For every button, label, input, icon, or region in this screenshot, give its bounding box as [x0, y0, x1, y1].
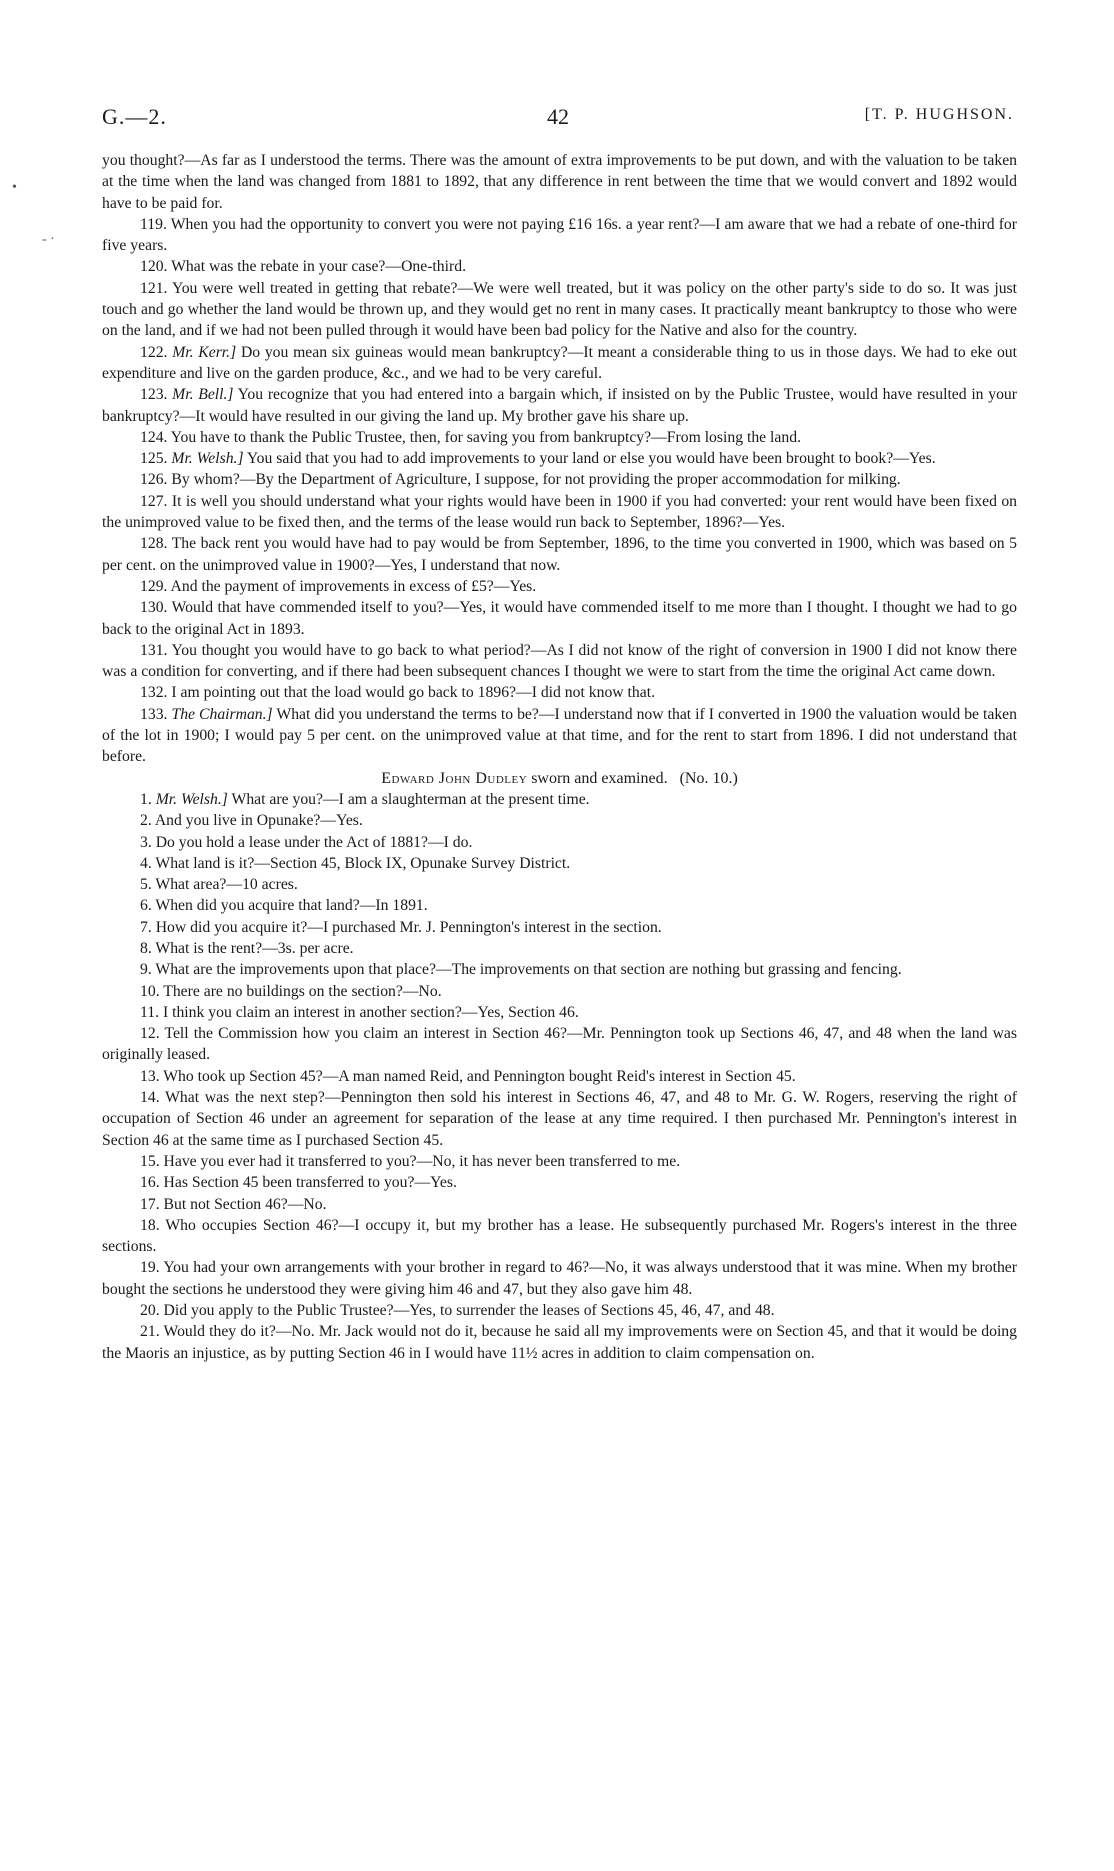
question-answer	[102, 491, 1017, 534]
witness-number: (No. 10.)	[679, 769, 738, 787]
question-answer	[102, 597, 1017, 640]
question-text: The back rent you would have had to pay would be from September, 1896, to the time you converted in 1900, which was based on 5 per cent. on the unimproved value in 1900?—Yes, I understand that now.	[102, 535, 1017, 574]
question-answer	[102, 1066, 1017, 1087]
question-number: 119.	[140, 215, 167, 233]
question-answer	[102, 1300, 1017, 1321]
speaker-label: Mr. Kerr.]	[172, 343, 237, 361]
question-text: Who occupies Section 46?—I occupy it, but my brother has a lease. He subsequently purchased Mr. Rogers's interest in the three sections.	[102, 1216, 1017, 1256]
question-text: By whom?—By the Department of Agriculture, I suppose, for not providing the proper accommodation for milking.	[171, 471, 901, 489]
question-number: 20.	[140, 1302, 160, 1320]
testimony-section-hughson	[102, 214, 1017, 768]
question-text: You recognize that you had entered into a bargain which, if insisted on by the Public Trustee, would have resulted in your bankruptcy?—It would have resulted in our giving the land up. My brother gave his share up.	[102, 386, 1017, 425]
witness-sworn-text: sworn and examined.	[531, 769, 668, 787]
question-text: You said that you had to add improvements to your land or else you would have been brought to book?—Yes.	[246, 450, 936, 468]
question-answer	[102, 278, 1017, 342]
question-number: 127.	[140, 492, 168, 510]
document-body	[102, 150, 1017, 1364]
question-number: 9.	[140, 961, 152, 979]
question-text: You were well treated in getting that rebate?—We were well treated, but it was policy on the other party's side to do so. It was just touch and go whether the land would be thrown up, and they would get no rent in many cases. It practically meant bankruptcy to those who were on the land, and if we had not been pulled through it would have been bad policy for the Native and also for the country.	[102, 279, 1018, 340]
question-answer	[102, 576, 1017, 597]
question-number: 8.	[140, 939, 152, 957]
question-answer	[102, 981, 1017, 1002]
question-text: What is the rent?—3s. per acre.	[155, 939, 354, 957]
question-number: 128.	[140, 535, 168, 553]
question-answer	[102, 1194, 1017, 1215]
question-text: It is well you should understand what your rights would have been in 1900 if you had converted: your rent would have been fixed on the unimproved value to be fixed then, and the terms of the lease would run back to September, 1896?—Yes.	[102, 492, 1018, 532]
question-answer	[102, 640, 1017, 683]
question-number: 122.	[140, 343, 168, 361]
question-text: What are you?—I am a slaughterman at the present time.	[231, 790, 590, 808]
question-text: Tell the Commission how you claim an interest in Section 46?—Mr. Pennington took up Sections 46, 47, and 48 when the land was originally leased.	[102, 1025, 1017, 1064]
question-number: 10.	[140, 982, 160, 1000]
question-answer	[102, 1321, 1017, 1364]
question-number: 4.	[140, 854, 152, 872]
question-answer	[102, 1257, 1017, 1300]
question-text: What did you understand the terms to be?—I understand now that if I converted in 1900 the valuation would be taken of the lot in 1900; I would pay 5 per cent. on the unimproved value at that time, and for the rent to start from 1896. I did not understand that before.	[102, 705, 1017, 766]
question-answer	[102, 682, 1017, 703]
question-text: Have you ever had it transferred to you?—No, it has never been transferred to me.	[163, 1152, 681, 1170]
question-text: You have to thank the Public Trustee, then, for saving you from bankruptcy?—From losing the land.	[170, 428, 801, 446]
question-text: There are no buildings on the section?—No.	[163, 982, 442, 1000]
question-text: What are the improvements upon that place?—The improvements on that section are nothing but grassing and fencing.	[155, 961, 902, 979]
question-text: Do you mean six guineas would mean bankruptcy?—It meant a considerable thing to us in those days. We had to eke out expenditure and live on the garden produce, &c., and we had to be very careful.	[102, 343, 1018, 382]
question-answer	[102, 448, 1017, 469]
question-text: Who took up Section 45?—A man named Reid, and Pennington bought Reid's interest in Section 45.	[163, 1067, 796, 1085]
question-number: 12.	[140, 1025, 160, 1043]
document-code: G.—2.	[102, 104, 167, 129]
question-number: 6.	[140, 897, 152, 915]
continuation-paragraph: you thought?—As far as I understood the terms. There was the amount of extra improvements to be put down, and with the valuation to be taken at the time when the land was changed from 1881 to 1892, that any difference in rent between the time that we would convert and 1892 would have to be paid for.	[102, 152, 1017, 212]
question-text: When did you acquire that land?—In 1891.	[155, 897, 428, 915]
page-number: 42	[547, 104, 569, 129]
question-answer	[102, 427, 1017, 448]
witness-name: Edward John Dudley	[381, 769, 528, 787]
question-number: 126.	[140, 471, 168, 489]
question-text: Would that have commended itself to you?—Yes, it would have commended itself to me more than I thought. I thought we had to go back to the original Act in 1893.	[102, 599, 1017, 638]
question-number: 2.	[140, 812, 152, 830]
question-text: Do you hold a lease under the Act of 1881?—I do.	[155, 833, 473, 851]
margin-mark: ‐ ·	[42, 232, 55, 247]
question-number: 131.	[140, 641, 168, 659]
question-answer	[102, 1087, 1017, 1151]
question-number: 130.	[140, 599, 168, 617]
speaker-label: Mr. Welsh.]	[155, 790, 228, 808]
question-number: 13.	[140, 1067, 160, 1085]
question-number: 15.	[140, 1152, 160, 1170]
question-number: 17.	[140, 1195, 160, 1213]
question-number: 21.	[140, 1323, 160, 1341]
question-text: How did you acquire it?—I purchased Mr. J. Pennington's interest in the section.	[155, 918, 662, 936]
question-answer	[102, 938, 1017, 959]
question-number: 124.	[140, 428, 168, 446]
question-text: But not Section 46?—No.	[163, 1195, 327, 1213]
question-number: 16.	[140, 1174, 160, 1192]
question-number: 132.	[140, 684, 168, 702]
question-number: 19.	[140, 1259, 160, 1277]
question-text: What was the rebate in your case?—One-third.	[171, 258, 466, 276]
testimony-section-dudley	[102, 789, 1017, 1364]
question-number: 121.	[140, 279, 168, 297]
question-answer	[102, 704, 1017, 768]
question-number: 18.	[140, 1216, 160, 1234]
question-number: 125.	[140, 450, 168, 468]
question-answer	[102, 1151, 1017, 1172]
question-text: What was the next step?—Pennington then sold his interest in Sections 46, 47, and 48 to Mr. G. W. Rogers, reserving the right of occupation of Section 46 under an agreement for separation of the lease at any time required. I then purchased Mr. Pennington's interest in Section 46 at the same time as I purchased Section 45.	[102, 1089, 1017, 1149]
question-text: What area?—10 acres.	[155, 876, 298, 894]
page-header	[102, 104, 1014, 134]
question-text: And the payment of improvements in excess of £5?—Yes.	[170, 577, 537, 595]
question-number: 129.	[140, 577, 168, 595]
question-answer	[102, 342, 1017, 385]
question-number: 120.	[140, 258, 168, 276]
question-answer	[102, 533, 1017, 576]
question-text: And you live in Opunake?—Yes.	[154, 812, 363, 830]
question-text: You had your own arrangements with your brother in regard to 46?—No, it was always understood that it was mine. When my brother bought the sections he understood they were giving him 46 and 47, but they also gave him 48.	[102, 1259, 1017, 1298]
question-number: 3.	[140, 833, 152, 851]
question-text: You thought you would have to go back to what period?—As I did not know of the right of conversion in 1900 I did not know there was a condition for converting, and if there had been subsequent chances I thought we were to start from the time the original Act came down.	[102, 641, 1017, 681]
witness-running-head: [T. P. HUGHSON.	[864, 106, 1014, 123]
question-number: 5.	[140, 876, 152, 894]
question-text: Would they do it?—No. Mr. Jack would not do it, because he said all my improvements were on Section 45, and that it would be doing the Maoris an injustice, as by putting Section 46 in I would have 11½ acres in addition to claim compensation on.	[102, 1323, 1017, 1362]
question-answer	[102, 1172, 1017, 1193]
speaker-label: Mr. Bell.]	[172, 386, 234, 404]
speaker-label: The Chairman.]	[171, 705, 273, 723]
question-answer	[102, 214, 1017, 257]
question-answer	[102, 469, 1017, 490]
witness-heading	[102, 768, 1017, 789]
question-answer	[102, 895, 1017, 916]
question-text: I think you claim an interest in another section?—Yes, Section 46.	[162, 1003, 579, 1021]
question-answer	[102, 384, 1017, 427]
question-answer	[102, 874, 1017, 895]
question-answer	[102, 810, 1017, 831]
question-answer	[102, 1002, 1017, 1023]
question-answer	[102, 853, 1017, 874]
question-answer	[102, 917, 1017, 938]
question-answer	[102, 959, 1017, 980]
question-number: 123.	[140, 386, 168, 404]
speaker-label: Mr. Welsh.]	[171, 450, 244, 468]
question-answer	[102, 789, 1017, 810]
question-answer	[102, 1215, 1017, 1258]
question-answer	[102, 1023, 1017, 1066]
question-answer	[102, 832, 1017, 853]
question-answer	[102, 256, 1017, 277]
question-text: Did you apply to the Public Trustee?—Yes, to surrender the leases of Sections 45, 46, 47, and 48.	[163, 1302, 775, 1320]
question-text: What land is it?—Section 45, Block IX, Opunake Survey District.	[155, 854, 571, 872]
question-number: 14.	[140, 1089, 160, 1107]
question-number: 133.	[140, 705, 168, 723]
question-number: 7.	[140, 918, 152, 936]
question-number: 11.	[140, 1003, 160, 1021]
question-text: I am pointing out that the load would go back to 1896?—I did not know that.	[171, 684, 655, 702]
margin-mark: •	[12, 180, 17, 195]
question-number: 1.	[140, 790, 152, 808]
question-text: When you had the opportunity to convert you were not paying £16 16s. a year rent?—I am aware that we had a rebate of one-third for five years.	[102, 215, 1017, 255]
question-text: Has Section 45 been transferred to you?—Yes.	[163, 1174, 457, 1192]
